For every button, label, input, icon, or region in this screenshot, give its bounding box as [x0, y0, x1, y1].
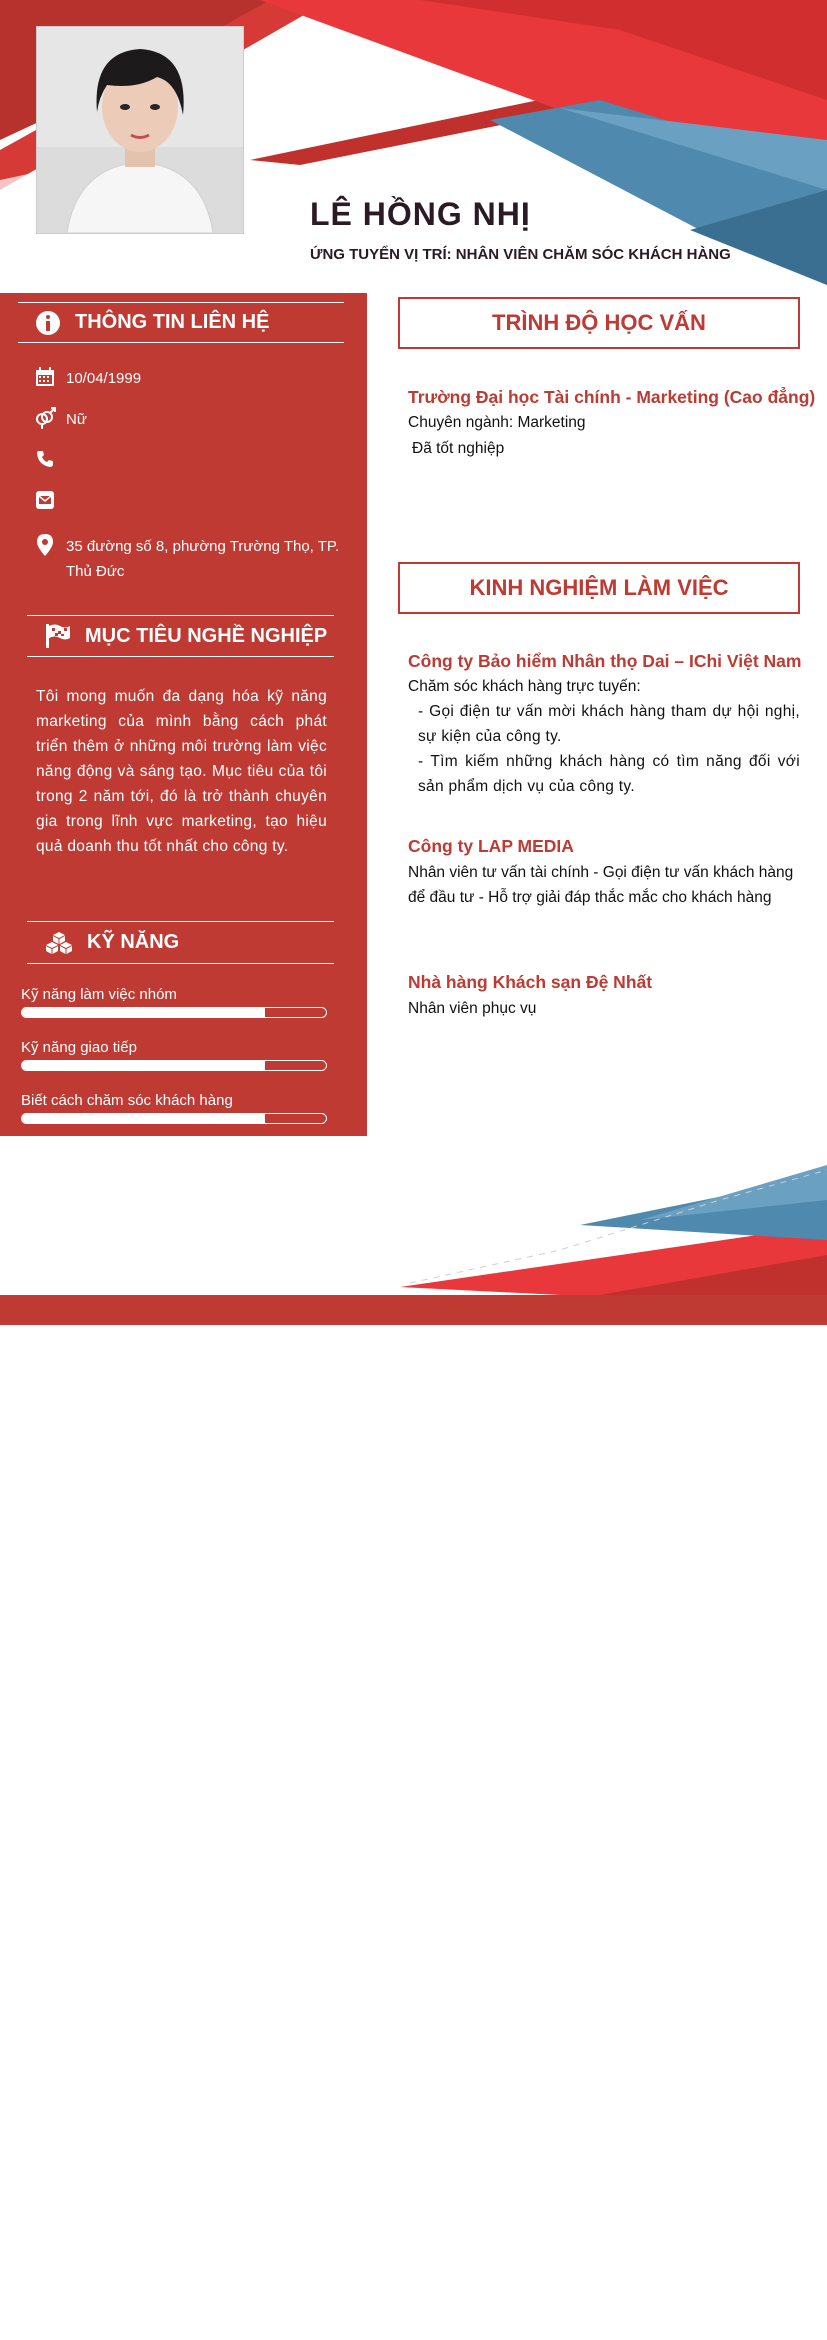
objective-text: Tôi mong muốn đa dạng hóa kỹ năng marketing của mình bằng cách phát triển thêm ở những môi trường làm việc năng động và sáng tạo. Mục tiêu của tôi trong 2 năm tới, đó là trở thành chuyên gia trong lĩnh vực marketing, tạo hiệu quả doanh thu tốt nhất cho công ty. — [36, 688, 327, 855]
education-major: Chuyên ngành: Marketing — [408, 414, 586, 431]
address-line-2: Thủ Đức — [66, 563, 125, 580]
email-row — [34, 489, 66, 511]
objective-heading-text: MỤC TIÊU NGHỀ NGHIỆP — [85, 624, 328, 647]
address-line-1: 35 đường số 8, phường Trường Thọ, TP. — [66, 538, 340, 555]
address-text — [66, 534, 339, 584]
candidate-name: LÊ HỒNG NHỊ — [310, 196, 531, 232]
skill-fill — [22, 1061, 265, 1070]
skill-bar-1 — [21, 1007, 327, 1018]
skills-heading-text: KỸ NĂNG — [87, 931, 180, 953]
address-row — [34, 534, 339, 584]
job-3-description: Nhân viên phục vụ — [408, 1000, 537, 1017]
skill-fill — [22, 1008, 265, 1017]
footer-decoration — [0, 1165, 827, 1325]
skill-bar-2 — [21, 1060, 327, 1071]
applied-position: ỨNG TUYỂN VỊ TRÍ: NHÂN VIÊN CHĂM SÓC KHÁCH HÀNG — [310, 246, 731, 263]
location-pin-icon — [34, 534, 56, 556]
birthday-text: 10/04/1999 — [66, 370, 142, 387]
gender-row — [34, 407, 87, 432]
contact-heading — [18, 302, 344, 343]
job-3-company: Nhà hàng Khách sạn Đệ Nhất — [408, 972, 653, 992]
experience-heading: KINH NGHIỆM LÀM VIỆC — [398, 562, 800, 614]
job-2-company: Công ty LAP MEDIA — [408, 836, 574, 856]
objective-heading — [27, 615, 334, 657]
flag-icon — [45, 624, 71, 648]
education-school: Trường Đại học Tài chính - Marketing (Cao đẳng) — [408, 387, 816, 407]
education-heading: TRÌNH ĐỘ HỌC VẤN — [398, 297, 800, 349]
info-icon — [35, 310, 61, 336]
education-status: Đã tốt nghiệp — [412, 440, 505, 457]
sidebar — [0, 293, 367, 1136]
email-icon — [34, 489, 56, 511]
skill-label-3: Biết cách chăm sóc khách hàng — [21, 1092, 233, 1109]
profile-photo — [36, 26, 244, 234]
phone-icon — [34, 448, 56, 470]
calendar-icon — [34, 366, 56, 388]
job-1-company: Công ty Bảo hiểm Nhân thọ Dai – IChi Việt Nam — [408, 651, 802, 671]
skills-heading — [27, 921, 334, 964]
contact-heading-text: THÔNG TIN LIÊN HỆ — [75, 311, 270, 333]
cubes-icon — [45, 931, 73, 955]
job-1-bullet-1: - Gọi điện tư vấn mời khách hàng tham dự hội nghị, sự kiện của công ty. — [418, 703, 800, 745]
job-1-role: Chăm sóc khách hàng trực tuyến: — [408, 678, 641, 695]
skill-label-2: Kỹ năng giao tiếp — [21, 1039, 137, 1056]
skill-label-1: Kỹ năng làm việc nhóm — [21, 986, 177, 1003]
skill-fill — [22, 1114, 265, 1123]
job-1-bullet-2: - Tìm kiếm những khách hàng có tìm năng đối với sản phẩm dịch vụ của công ty. — [418, 753, 800, 795]
job-2-description: Nhân viên tư vấn tài chính - Gọi điện tư vấn khách hàng để đầu tư - Hỗ trợ giải đáp thắc mắc cho khách hàng — [408, 864, 794, 906]
portrait-image — [37, 27, 243, 233]
gender-text: Nữ — [66, 411, 87, 428]
phone-row — [34, 448, 66, 470]
job-1-details — [408, 674, 800, 799]
birthday-row — [34, 366, 141, 391]
gender-icon — [34, 407, 56, 429]
skill-bar-3 — [21, 1113, 327, 1124]
